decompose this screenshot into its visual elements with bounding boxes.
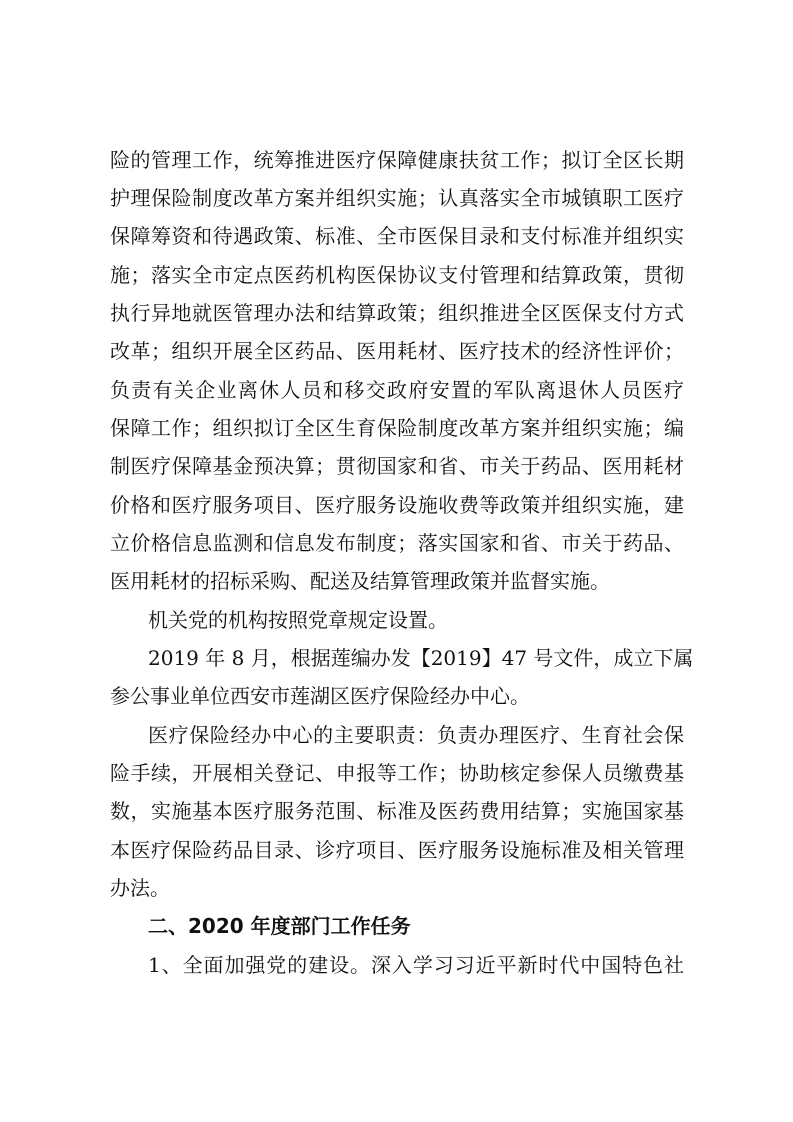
paragraph-line: 保障工作；组织拟订全区生育保险制度改革方案并组织实施；编 bbox=[110, 416, 684, 440]
paragraph-line: 2019 年 8 月，根据莲编办发【2019】47 号文件，成立下属 bbox=[148, 646, 694, 670]
paragraph-line: 施；落实全市定点医药机构医保协议支付管理和结算政策，贯彻 bbox=[110, 263, 684, 287]
paragraph-line: 执行异地就医管理办法和结算政策；组织推进全区医保支付方式 bbox=[110, 301, 684, 325]
paragraph-line: 改革；组织开展全区药品、医用耗材、医疗技术的经济性评价； bbox=[110, 339, 684, 363]
paragraph-line: 制医疗保障基金预决算；贯彻国家和省、市关于药品、医用耗材 bbox=[110, 454, 684, 478]
paragraph-line: 办法。 bbox=[110, 876, 170, 900]
paragraph-line: 1、全面加强党的建设。深入学习习近平新时代中国特色社 bbox=[148, 953, 684, 977]
paragraph-line: 立价格信息监测和信息发布制度；落实国家和省、市关于药品、 bbox=[110, 531, 684, 555]
paragraph-line: 价格和医疗服务项目、医疗服务设施收费等政策并组织实施，建 bbox=[110, 493, 684, 517]
paragraph-line: 机关党的机构按照党章规定设置。 bbox=[148, 608, 448, 632]
paragraph-line: 险手续，开展相关登记、申报等工作；协助核定参保人员缴费基 bbox=[110, 761, 684, 785]
paragraph-line: 护理保险制度改革方案并组织实施；认真落实全市城镇职工医疗 bbox=[110, 186, 684, 210]
paragraph-line: 医疗保险经办中心的主要职责：负责办理医疗、生育社会保 bbox=[148, 723, 684, 747]
paragraph-line: 本医疗保险药品目录、诊疗项目、医疗服务设施标准及相关管理 bbox=[110, 838, 684, 862]
paragraph-line: 保障筹资和待遇政策、标准、全市医保目录和支付标准并组织实 bbox=[110, 224, 684, 248]
paragraph-line: 医用耗材的招标采购、配送及结算管理政策并监督实施。 bbox=[110, 569, 610, 593]
paragraph-line: 参公事业单位西安市莲湖区医疗保险经办中心。 bbox=[110, 684, 530, 708]
paragraph-line: 险的管理工作，统筹推进医疗保障健康扶贫工作；拟订全区长期 bbox=[110, 148, 684, 172]
section-heading: 二、2020 年度部门工作任务 bbox=[148, 914, 411, 938]
paragraph-line: 负责有关企业离休人员和移交政府安置的军队离退休人员医疗 bbox=[110, 378, 684, 402]
paragraph-line: 数，实施基本医疗服务范围、标准及医药费用结算；实施国家基 bbox=[110, 799, 684, 823]
